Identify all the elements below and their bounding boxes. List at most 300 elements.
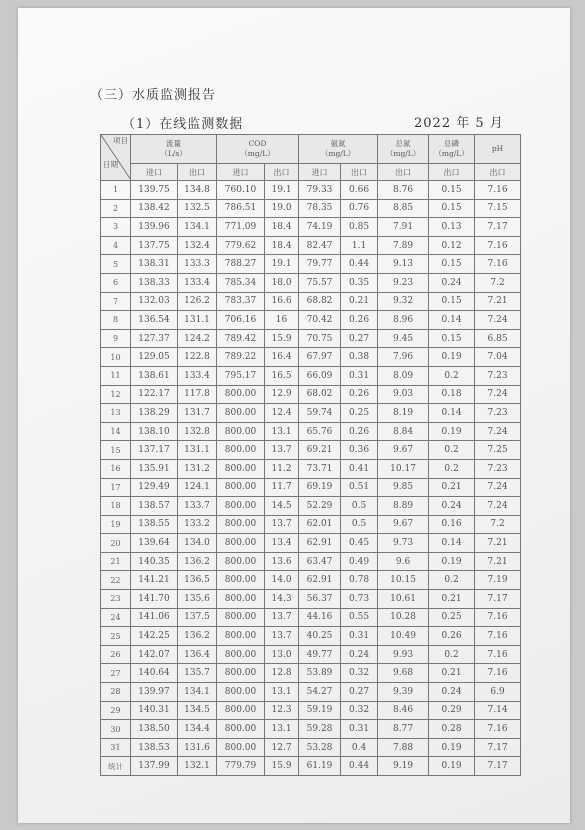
value-cell: 786.51 bbox=[217, 199, 265, 218]
table-row bbox=[101, 292, 521, 311]
value-cell: 73.71 bbox=[299, 459, 341, 478]
table-row bbox=[101, 515, 521, 534]
value-cell: 137.5 bbox=[178, 608, 217, 627]
value-cell: 40.25 bbox=[299, 627, 341, 646]
sub-header: 进口 bbox=[131, 164, 178, 181]
header-total-nitrogen: 总氮 （mg/L） bbox=[378, 135, 429, 164]
table-row bbox=[101, 236, 521, 255]
value-cell: 0.26 bbox=[341, 422, 378, 441]
value-cell: 0.27 bbox=[341, 329, 378, 348]
value-cell: 142.25 bbox=[131, 627, 178, 646]
value-cell: 0.14 bbox=[429, 404, 475, 423]
value-cell: 9.73 bbox=[378, 534, 429, 553]
value-cell: 0.25 bbox=[341, 404, 378, 423]
corner-label-date: 日期 bbox=[103, 160, 118, 169]
value-cell: 8.84 bbox=[378, 422, 429, 441]
value-cell: 0.12 bbox=[429, 236, 475, 255]
summary-label: 统计 bbox=[101, 757, 131, 776]
value-cell: 13.0 bbox=[265, 645, 299, 664]
value-cell: 779.62 bbox=[217, 236, 265, 255]
value-cell: 124.2 bbox=[178, 329, 217, 348]
value-cell: 0.18 bbox=[429, 385, 475, 404]
value-cell: 7.16 bbox=[475, 236, 521, 255]
value-cell: 800.00 bbox=[217, 645, 265, 664]
value-cell: 9.32 bbox=[378, 292, 429, 311]
table-row bbox=[101, 348, 521, 367]
corner-cell bbox=[101, 135, 131, 181]
day-cell: 1 bbox=[101, 181, 131, 200]
value-cell: 0.35 bbox=[341, 273, 378, 292]
value-cell: 68.82 bbox=[299, 292, 341, 311]
sub-header: 出口 bbox=[475, 164, 521, 181]
value-cell: 0.26 bbox=[341, 311, 378, 330]
day-cell: 20 bbox=[101, 534, 131, 553]
value-cell: 129.49 bbox=[131, 478, 178, 497]
header-cod: COD （mg/L） bbox=[217, 135, 299, 164]
day-cell: 24 bbox=[101, 608, 131, 627]
value-cell: 7.91 bbox=[378, 218, 429, 237]
value-cell: 132.8 bbox=[178, 422, 217, 441]
value-cell: 10.17 bbox=[378, 459, 429, 478]
value-cell: 61.19 bbox=[299, 757, 341, 776]
value-cell: 0.85 bbox=[341, 218, 378, 237]
value-cell: 1.1 bbox=[341, 236, 378, 255]
value-cell: 7.16 bbox=[475, 181, 521, 200]
value-cell: 760.10 bbox=[217, 181, 265, 200]
value-cell: 10.15 bbox=[378, 571, 429, 590]
value-cell: 131.6 bbox=[178, 738, 217, 757]
value-cell: 800.00 bbox=[217, 552, 265, 571]
sub-header: 进口 bbox=[217, 164, 265, 181]
value-cell: 0.27 bbox=[341, 683, 378, 702]
value-cell: 6.9 bbox=[475, 683, 521, 702]
value-cell: 133.7 bbox=[178, 497, 217, 516]
value-cell: 0.15 bbox=[429, 181, 475, 200]
value-cell: 139.96 bbox=[131, 218, 178, 237]
value-cell: 134.8 bbox=[178, 181, 217, 200]
value-cell: 7.16 bbox=[475, 720, 521, 739]
value-cell: 9.6 bbox=[378, 552, 429, 571]
value-cell: 13.1 bbox=[265, 683, 299, 702]
value-cell: 783.37 bbox=[217, 292, 265, 311]
day-cell: 21 bbox=[101, 552, 131, 571]
table-row bbox=[101, 459, 521, 478]
value-cell: 7.89 bbox=[378, 236, 429, 255]
value-cell: 127.37 bbox=[131, 329, 178, 348]
value-cell: 133.2 bbox=[178, 515, 217, 534]
value-cell: 14.5 bbox=[265, 497, 299, 516]
value-cell: 136.54 bbox=[131, 311, 178, 330]
value-cell: 62.91 bbox=[299, 571, 341, 590]
value-cell: 53.89 bbox=[299, 664, 341, 683]
table-row bbox=[101, 664, 521, 683]
value-cell: 706.16 bbox=[217, 311, 265, 330]
value-cell: 138.61 bbox=[131, 366, 178, 385]
value-cell: 13.4 bbox=[265, 534, 299, 553]
value-cell: 0.25 bbox=[429, 608, 475, 627]
value-cell: 800.00 bbox=[217, 720, 265, 739]
value-cell: 8.85 bbox=[378, 199, 429, 218]
value-cell: 9.67 bbox=[378, 515, 429, 534]
value-cell: 7.2 bbox=[475, 515, 521, 534]
header-total-phosphorus: 总磷 （mg/L） bbox=[429, 135, 475, 164]
table-row bbox=[101, 645, 521, 664]
value-cell: 0.32 bbox=[341, 664, 378, 683]
value-cell: 135.7 bbox=[178, 664, 217, 683]
value-cell: 137.17 bbox=[131, 441, 178, 460]
value-cell: 0.21 bbox=[341, 292, 378, 311]
value-cell: 131.1 bbox=[178, 441, 217, 460]
value-cell: 134.0 bbox=[178, 534, 217, 553]
value-cell: 0.21 bbox=[429, 590, 475, 609]
value-cell: 7.25 bbox=[475, 441, 521, 460]
value-cell: 138.10 bbox=[131, 422, 178, 441]
sub-header: 出口 bbox=[378, 164, 429, 181]
day-cell: 27 bbox=[101, 664, 131, 683]
value-cell: 0.24 bbox=[429, 497, 475, 516]
value-cell: 10.28 bbox=[378, 608, 429, 627]
day-cell: 16 bbox=[101, 459, 131, 478]
value-cell: 19.0 bbox=[265, 199, 299, 218]
value-cell: 131.7 bbox=[178, 404, 217, 423]
value-cell: 53.28 bbox=[299, 738, 341, 757]
value-cell: 9.13 bbox=[378, 255, 429, 274]
value-cell: 7.2 bbox=[475, 273, 521, 292]
value-cell: 75.57 bbox=[299, 273, 341, 292]
value-cell: 9.93 bbox=[378, 645, 429, 664]
value-cell: 0.19 bbox=[429, 757, 475, 776]
value-cell: 0.2 bbox=[429, 459, 475, 478]
value-cell: 13.1 bbox=[265, 720, 299, 739]
table-row bbox=[101, 720, 521, 739]
value-cell: 0.16 bbox=[429, 515, 475, 534]
sub-header: 出口 bbox=[341, 164, 378, 181]
value-cell: 800.00 bbox=[217, 478, 265, 497]
value-cell: 44.16 bbox=[299, 608, 341, 627]
sub-header: 出口 bbox=[265, 164, 299, 181]
header-ammonia: 氨氮 （mg/L） bbox=[299, 135, 378, 164]
value-cell: 0.49 bbox=[341, 552, 378, 571]
value-cell: 133.4 bbox=[178, 273, 217, 292]
table-row bbox=[101, 255, 521, 274]
value-cell: 9.85 bbox=[378, 478, 429, 497]
value-cell: 63.47 bbox=[299, 552, 341, 571]
value-cell: 68.02 bbox=[299, 385, 341, 404]
value-cell: 9.39 bbox=[378, 683, 429, 702]
day-cell: 18 bbox=[101, 497, 131, 516]
day-cell: 13 bbox=[101, 404, 131, 423]
value-cell: 11.7 bbox=[265, 478, 299, 497]
value-cell: 788.27 bbox=[217, 255, 265, 274]
value-cell: 0.2 bbox=[429, 441, 475, 460]
day-cell: 3 bbox=[101, 218, 131, 237]
value-cell: 70.75 bbox=[299, 329, 341, 348]
value-cell: 0.29 bbox=[429, 701, 475, 720]
value-cell: 16.6 bbox=[265, 292, 299, 311]
value-cell: 129.05 bbox=[131, 348, 178, 367]
value-cell: 138.53 bbox=[131, 738, 178, 757]
table-row bbox=[101, 404, 521, 423]
value-cell: 74.19 bbox=[299, 218, 341, 237]
day-cell: 28 bbox=[101, 683, 131, 702]
value-cell: 800.00 bbox=[217, 683, 265, 702]
value-cell: 8.96 bbox=[378, 311, 429, 330]
value-cell: 0.2 bbox=[429, 366, 475, 385]
value-cell: 138.55 bbox=[131, 515, 178, 534]
value-cell: 135.6 bbox=[178, 590, 217, 609]
value-cell: 59.74 bbox=[299, 404, 341, 423]
table-row bbox=[101, 738, 521, 757]
day-cell: 25 bbox=[101, 627, 131, 646]
value-cell: 7.24 bbox=[475, 497, 521, 516]
value-cell: 779.79 bbox=[217, 757, 265, 776]
value-cell: 122.8 bbox=[178, 348, 217, 367]
value-cell: 117.8 bbox=[178, 385, 217, 404]
value-cell: 7.24 bbox=[475, 422, 521, 441]
summary-row bbox=[101, 757, 521, 776]
value-cell: 82.47 bbox=[299, 236, 341, 255]
value-cell: 0.26 bbox=[429, 627, 475, 646]
value-cell: 11.2 bbox=[265, 459, 299, 478]
table-row bbox=[101, 608, 521, 627]
value-cell: 7.19 bbox=[475, 571, 521, 590]
value-cell: 0.31 bbox=[341, 366, 378, 385]
value-cell: 0.44 bbox=[341, 757, 378, 776]
value-cell: 800.00 bbox=[217, 608, 265, 627]
day-cell: 11 bbox=[101, 366, 131, 385]
value-cell: 19.1 bbox=[265, 255, 299, 274]
value-cell: 800.00 bbox=[217, 422, 265, 441]
value-cell: 54.27 bbox=[299, 683, 341, 702]
day-cell: 17 bbox=[101, 478, 131, 497]
value-cell: 141.21 bbox=[131, 571, 178, 590]
value-cell: 69.19 bbox=[299, 478, 341, 497]
value-cell: 133.3 bbox=[178, 255, 217, 274]
sub-header: 出口 bbox=[178, 164, 217, 181]
value-cell: 138.42 bbox=[131, 199, 178, 218]
header-flow: 流量 （L/s） bbox=[131, 135, 217, 164]
table-row bbox=[101, 701, 521, 720]
value-cell: 8.09 bbox=[378, 366, 429, 385]
value-cell: 0.15 bbox=[429, 292, 475, 311]
header-ph: pH bbox=[475, 135, 521, 164]
value-cell: 19.1 bbox=[265, 181, 299, 200]
value-cell: 800.00 bbox=[217, 404, 265, 423]
value-cell: 133.4 bbox=[178, 366, 217, 385]
day-cell: 7 bbox=[101, 292, 131, 311]
value-cell: 141.06 bbox=[131, 608, 178, 627]
value-cell: 79.77 bbox=[299, 255, 341, 274]
day-cell: 9 bbox=[101, 329, 131, 348]
day-cell: 2 bbox=[101, 199, 131, 218]
value-cell: 13.1 bbox=[265, 422, 299, 441]
day-cell: 10 bbox=[101, 348, 131, 367]
value-cell: 0.24 bbox=[341, 645, 378, 664]
value-cell: 7.16 bbox=[475, 608, 521, 627]
value-cell: 0.44 bbox=[341, 255, 378, 274]
value-cell: 0.19 bbox=[429, 738, 475, 757]
value-cell: 18.4 bbox=[265, 218, 299, 237]
value-cell: 8.19 bbox=[378, 404, 429, 423]
value-cell: 800.00 bbox=[217, 534, 265, 553]
value-cell: 137.75 bbox=[131, 236, 178, 255]
value-cell: 67.97 bbox=[299, 348, 341, 367]
value-cell: 62.01 bbox=[299, 515, 341, 534]
value-cell: 0.38 bbox=[341, 348, 378, 367]
value-cell: 800.00 bbox=[217, 664, 265, 683]
value-cell: 0.5 bbox=[341, 515, 378, 534]
value-cell: 138.50 bbox=[131, 720, 178, 739]
value-cell: 0.24 bbox=[429, 273, 475, 292]
value-cell: 139.97 bbox=[131, 683, 178, 702]
value-cell: 0.5 bbox=[341, 497, 378, 516]
value-cell: 52.29 bbox=[299, 497, 341, 516]
value-cell: 132.4 bbox=[178, 236, 217, 255]
value-cell: 12.8 bbox=[265, 664, 299, 683]
value-cell: 800.00 bbox=[217, 459, 265, 478]
value-cell: 9.67 bbox=[378, 441, 429, 460]
value-cell: 0.26 bbox=[341, 385, 378, 404]
value-cell: 771.09 bbox=[217, 218, 265, 237]
day-cell: 4 bbox=[101, 236, 131, 255]
value-cell: 789.42 bbox=[217, 329, 265, 348]
value-cell: 132.03 bbox=[131, 292, 178, 311]
day-cell: 6 bbox=[101, 273, 131, 292]
value-cell: 0.13 bbox=[429, 218, 475, 237]
value-cell: 0.19 bbox=[429, 422, 475, 441]
header-row-sub bbox=[101, 164, 521, 181]
value-cell: 140.64 bbox=[131, 664, 178, 683]
value-cell: 7.96 bbox=[378, 348, 429, 367]
value-cell: 0.36 bbox=[341, 441, 378, 460]
value-cell: 0.15 bbox=[429, 329, 475, 348]
value-cell: 136.4 bbox=[178, 645, 217, 664]
value-cell: 0.41 bbox=[341, 459, 378, 478]
value-cell: 78.35 bbox=[299, 199, 341, 218]
value-cell: 10.49 bbox=[378, 627, 429, 646]
value-cell: 0.4 bbox=[341, 738, 378, 757]
value-cell: 800.00 bbox=[217, 701, 265, 720]
value-cell: 0.15 bbox=[429, 199, 475, 218]
value-cell: 9.45 bbox=[378, 329, 429, 348]
value-cell: 124.1 bbox=[178, 478, 217, 497]
value-cell: 0.55 bbox=[341, 608, 378, 627]
day-cell: 30 bbox=[101, 720, 131, 739]
table-row bbox=[101, 385, 521, 404]
value-cell: 12.3 bbox=[265, 701, 299, 720]
sub-title: （1）在线监测数据 bbox=[122, 117, 244, 132]
value-cell: 18.4 bbox=[265, 236, 299, 255]
value-cell: 0.14 bbox=[429, 311, 475, 330]
value-cell: 66.09 bbox=[299, 366, 341, 385]
value-cell: 800.00 bbox=[217, 627, 265, 646]
day-cell: 15 bbox=[101, 441, 131, 460]
value-cell: 79.33 bbox=[299, 181, 341, 200]
value-cell: 800.00 bbox=[217, 738, 265, 757]
table-row bbox=[101, 571, 521, 590]
value-cell: 0.66 bbox=[341, 181, 378, 200]
day-cell: 31 bbox=[101, 738, 131, 757]
value-cell: 15.9 bbox=[265, 329, 299, 348]
table-row bbox=[101, 552, 521, 571]
value-cell: 9.19 bbox=[378, 757, 429, 776]
value-cell: 8.46 bbox=[378, 701, 429, 720]
value-cell: 136.2 bbox=[178, 552, 217, 571]
value-cell: 7.24 bbox=[475, 311, 521, 330]
value-cell: 65.76 bbox=[299, 422, 341, 441]
value-cell: 8.89 bbox=[378, 497, 429, 516]
value-cell: 7.16 bbox=[475, 645, 521, 664]
document-page bbox=[18, 8, 570, 823]
value-cell: 7.24 bbox=[475, 385, 521, 404]
value-cell: 9.03 bbox=[378, 385, 429, 404]
value-cell: 13.7 bbox=[265, 515, 299, 534]
value-cell: 10.61 bbox=[378, 590, 429, 609]
value-cell: 131.2 bbox=[178, 459, 217, 478]
value-cell: 7.15 bbox=[475, 199, 521, 218]
day-cell: 22 bbox=[101, 571, 131, 590]
value-cell: 785.34 bbox=[217, 273, 265, 292]
value-cell: 800.00 bbox=[217, 385, 265, 404]
value-cell: 12.9 bbox=[265, 385, 299, 404]
value-cell: 7.16 bbox=[475, 255, 521, 274]
value-cell: 7.23 bbox=[475, 404, 521, 423]
value-cell: 59.28 bbox=[299, 720, 341, 739]
value-cell: 7.23 bbox=[475, 459, 521, 478]
value-cell: 7.14 bbox=[475, 701, 521, 720]
table-row bbox=[101, 478, 521, 497]
value-cell: 0.32 bbox=[341, 701, 378, 720]
value-cell: 14.0 bbox=[265, 571, 299, 590]
table-row bbox=[101, 311, 521, 330]
value-cell: 134.4 bbox=[178, 720, 217, 739]
value-cell: 132.5 bbox=[178, 199, 217, 218]
value-cell: 8.77 bbox=[378, 720, 429, 739]
table-row bbox=[101, 218, 521, 237]
value-cell: 6.85 bbox=[475, 329, 521, 348]
value-cell: 138.29 bbox=[131, 404, 178, 423]
value-cell: 14.3 bbox=[265, 590, 299, 609]
value-cell: 7.16 bbox=[475, 627, 521, 646]
value-cell: 7.21 bbox=[475, 534, 521, 553]
value-cell: 13.6 bbox=[265, 552, 299, 571]
table-row bbox=[101, 181, 521, 200]
value-cell: 0.76 bbox=[341, 199, 378, 218]
day-cell: 12 bbox=[101, 385, 131, 404]
table-row bbox=[101, 199, 521, 218]
table-row bbox=[101, 366, 521, 385]
value-cell: 140.35 bbox=[131, 552, 178, 571]
value-cell: 0.19 bbox=[429, 552, 475, 571]
value-cell: 16.5 bbox=[265, 366, 299, 385]
value-cell: 0.21 bbox=[429, 664, 475, 683]
value-cell: 0.2 bbox=[429, 571, 475, 590]
value-cell: 134.1 bbox=[178, 218, 217, 237]
value-cell: 800.00 bbox=[217, 571, 265, 590]
corner-label-item: 项目 bbox=[113, 136, 128, 145]
value-cell: 0.45 bbox=[341, 534, 378, 553]
value-cell: 9.23 bbox=[378, 273, 429, 292]
value-cell: 62.91 bbox=[299, 534, 341, 553]
value-cell: 7.21 bbox=[475, 552, 521, 571]
value-cell: 7.21 bbox=[475, 292, 521, 311]
table-row bbox=[101, 441, 521, 460]
value-cell: 7.17 bbox=[475, 590, 521, 609]
value-cell: 139.64 bbox=[131, 534, 178, 553]
value-cell: 12.7 bbox=[265, 738, 299, 757]
value-cell: 136.5 bbox=[178, 571, 217, 590]
value-cell: 0.15 bbox=[429, 255, 475, 274]
